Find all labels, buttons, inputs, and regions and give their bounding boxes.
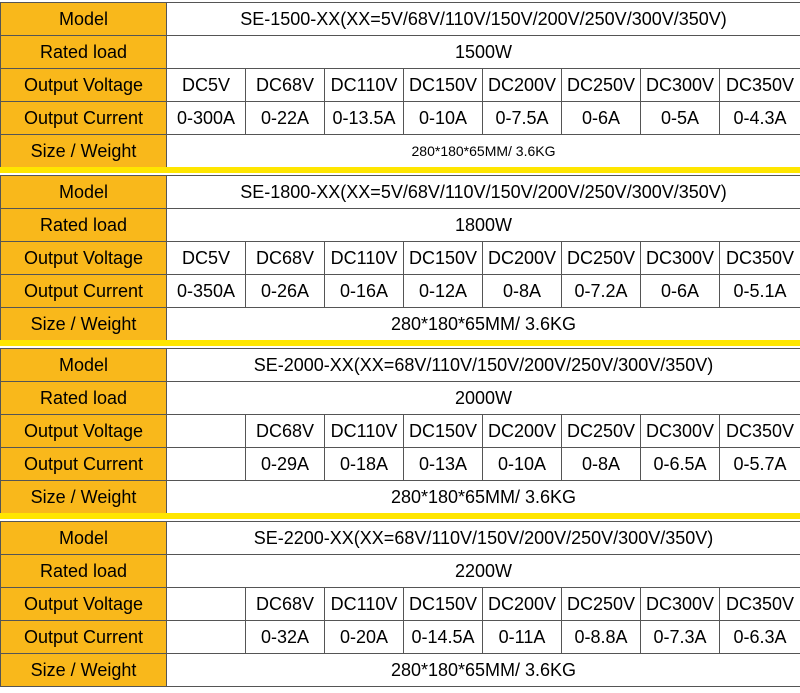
output-current-cell: 0-8A	[562, 448, 641, 481]
spec-row	[1, 555, 800, 588]
output-current-cell: 0-10A	[483, 448, 562, 481]
spec-table	[0, 2, 800, 168]
output-current-cell: 0-7.3A	[641, 621, 720, 654]
output-current-cell: 0-5.7A	[720, 448, 800, 481]
output-voltage-cell: DC250V	[562, 242, 641, 275]
output-current-cell: 0-5A	[641, 102, 720, 135]
size-weight-value: 280*180*65MM/ 3.6KG	[167, 135, 800, 168]
size-weight-label: Size / Weight	[1, 135, 167, 168]
output-current-cell: 0-32A	[246, 621, 325, 654]
output-current-cell: 0-6A	[562, 102, 641, 135]
spec-row	[1, 242, 800, 275]
spec-row	[1, 382, 800, 415]
spec-table	[0, 521, 800, 687]
output-current-label: Output Current	[1, 448, 167, 481]
rated-load-label: Rated load	[1, 209, 167, 242]
spec-row	[1, 69, 800, 102]
spec-row	[1, 349, 800, 382]
model-value: SE-1800-XX(XX=5V/68V/110V/150V/200V/250V/300V/350V)	[167, 176, 800, 209]
output-voltage-cell: DC110V	[325, 415, 404, 448]
output-voltage-cell: DC200V	[483, 69, 562, 102]
spec-table	[0, 348, 800, 514]
yellow-separator	[0, 513, 800, 519]
model-value: SE-1500-XX(XX=5V/68V/110V/150V/200V/250V/300V/350V)	[167, 3, 800, 36]
output-current-cell	[167, 448, 246, 481]
rated-load-label: Rated load	[1, 555, 167, 588]
spec-table	[0, 175, 800, 341]
output-voltage-cell: DC150V	[404, 242, 483, 275]
output-voltage-cell: DC250V	[562, 415, 641, 448]
output-current-cell: 0-14.5A	[404, 621, 483, 654]
output-voltage-cell: DC300V	[641, 588, 720, 621]
output-voltage-cell	[167, 588, 246, 621]
size-weight-value: 280*180*65MM/ 3.6KG	[167, 481, 800, 514]
rated-load-value: 1800W	[167, 209, 800, 242]
output-voltage-cell: DC68V	[246, 588, 325, 621]
output-current-cell: 0-8.8A	[562, 621, 641, 654]
model-label: Model	[1, 3, 167, 36]
output-current-cell: 0-29A	[246, 448, 325, 481]
output-current-label: Output Current	[1, 621, 167, 654]
output-current-cell: 0-8A	[483, 275, 562, 308]
output-voltage-cell: DC150V	[404, 415, 483, 448]
output-current-cell: 0-12A	[404, 275, 483, 308]
output-current-cell: 0-18A	[325, 448, 404, 481]
output-voltage-label: Output Voltage	[1, 242, 167, 275]
output-current-cell: 0-350A	[167, 275, 246, 308]
output-voltage-cell: DC68V	[246, 242, 325, 275]
model-label: Model	[1, 176, 167, 209]
spec-row	[1, 621, 800, 654]
output-voltage-label: Output Voltage	[1, 415, 167, 448]
output-voltage-cell: DC68V	[246, 69, 325, 102]
spec-row	[1, 36, 800, 69]
spec-row	[1, 135, 800, 168]
size-weight-value: 280*180*65MM/ 3.6KG	[167, 654, 800, 687]
output-voltage-cell: DC300V	[641, 242, 720, 275]
spec-row	[1, 654, 800, 687]
spec-row	[1, 176, 800, 209]
output-voltage-cell: DC68V	[246, 415, 325, 448]
spec-block	[0, 2, 800, 168]
spec-block	[0, 175, 800, 341]
output-current-cell: 0-5.1A	[720, 275, 800, 308]
model-label: Model	[1, 522, 167, 555]
spec-block	[0, 348, 800, 514]
output-voltage-cell: DC110V	[325, 242, 404, 275]
yellow-separator	[0, 167, 800, 173]
output-current-cell	[167, 621, 246, 654]
output-current-cell: 0-300A	[167, 102, 246, 135]
output-current-cell: 0-6.3A	[720, 621, 800, 654]
output-voltage-label: Output Voltage	[1, 69, 167, 102]
output-current-cell: 0-4.3A	[720, 102, 800, 135]
output-current-cell: 0-6.5A	[641, 448, 720, 481]
output-voltage-label: Output Voltage	[1, 588, 167, 621]
output-voltage-cell: DC5V	[167, 242, 246, 275]
output-voltage-cell: DC250V	[562, 588, 641, 621]
output-voltage-cell: DC300V	[641, 415, 720, 448]
output-voltage-cell: DC350V	[720, 69, 800, 102]
output-current-cell: 0-10A	[404, 102, 483, 135]
spec-row	[1, 102, 800, 135]
output-voltage-cell: DC150V	[404, 69, 483, 102]
spec-row	[1, 275, 800, 308]
output-voltage-cell: DC110V	[325, 69, 404, 102]
output-current-cell: 0-26A	[246, 275, 325, 308]
output-current-cell: 0-22A	[246, 102, 325, 135]
output-voltage-cell: DC200V	[483, 415, 562, 448]
spec-row	[1, 481, 800, 514]
output-current-cell: 0-7.5A	[483, 102, 562, 135]
output-voltage-cell: DC350V	[720, 242, 800, 275]
rated-load-value: 2200W	[167, 555, 800, 588]
spec-row	[1, 448, 800, 481]
output-current-cell: 0-11A	[483, 621, 562, 654]
output-current-cell: 0-20A	[325, 621, 404, 654]
model-value: SE-2200-XX(XX=68V/110V/150V/200V/250V/300V/350V)	[167, 522, 800, 555]
model-label: Model	[1, 349, 167, 382]
output-voltage-cell: DC350V	[720, 588, 800, 621]
output-voltage-cell: DC200V	[483, 588, 562, 621]
output-current-cell: 0-13A	[404, 448, 483, 481]
model-value: SE-2000-XX(XX=68V/110V/150V/200V/250V/300V/350V)	[167, 349, 800, 382]
output-voltage-cell	[167, 415, 246, 448]
spec-row	[1, 3, 800, 36]
output-voltage-cell: DC5V	[167, 69, 246, 102]
spec-row	[1, 209, 800, 242]
yellow-separator	[0, 340, 800, 346]
output-current-cell: 0-16A	[325, 275, 404, 308]
spec-row	[1, 588, 800, 621]
size-weight-label: Size / Weight	[1, 308, 167, 341]
rated-load-value: 2000W	[167, 382, 800, 415]
output-current-cell: 0-13.5A	[325, 102, 404, 135]
output-voltage-cell: DC200V	[483, 242, 562, 275]
spec-block	[0, 521, 800, 687]
output-voltage-cell: DC110V	[325, 588, 404, 621]
spec-row	[1, 522, 800, 555]
output-current-label: Output Current	[1, 275, 167, 308]
output-voltage-cell: DC300V	[641, 69, 720, 102]
output-current-label: Output Current	[1, 102, 167, 135]
output-voltage-cell: DC250V	[562, 69, 641, 102]
output-voltage-cell: DC150V	[404, 588, 483, 621]
size-weight-value: 280*180*65MM/ 3.6KG	[167, 308, 800, 341]
output-current-cell: 0-7.2A	[562, 275, 641, 308]
spec-row	[1, 415, 800, 448]
rated-load-label: Rated load	[1, 382, 167, 415]
spec-row	[1, 308, 800, 341]
rated-load-value: 1500W	[167, 36, 800, 69]
output-voltage-cell: DC350V	[720, 415, 800, 448]
rated-load-label: Rated load	[1, 36, 167, 69]
size-weight-label: Size / Weight	[1, 481, 167, 514]
output-current-cell: 0-6A	[641, 275, 720, 308]
size-weight-label: Size / Weight	[1, 654, 167, 687]
